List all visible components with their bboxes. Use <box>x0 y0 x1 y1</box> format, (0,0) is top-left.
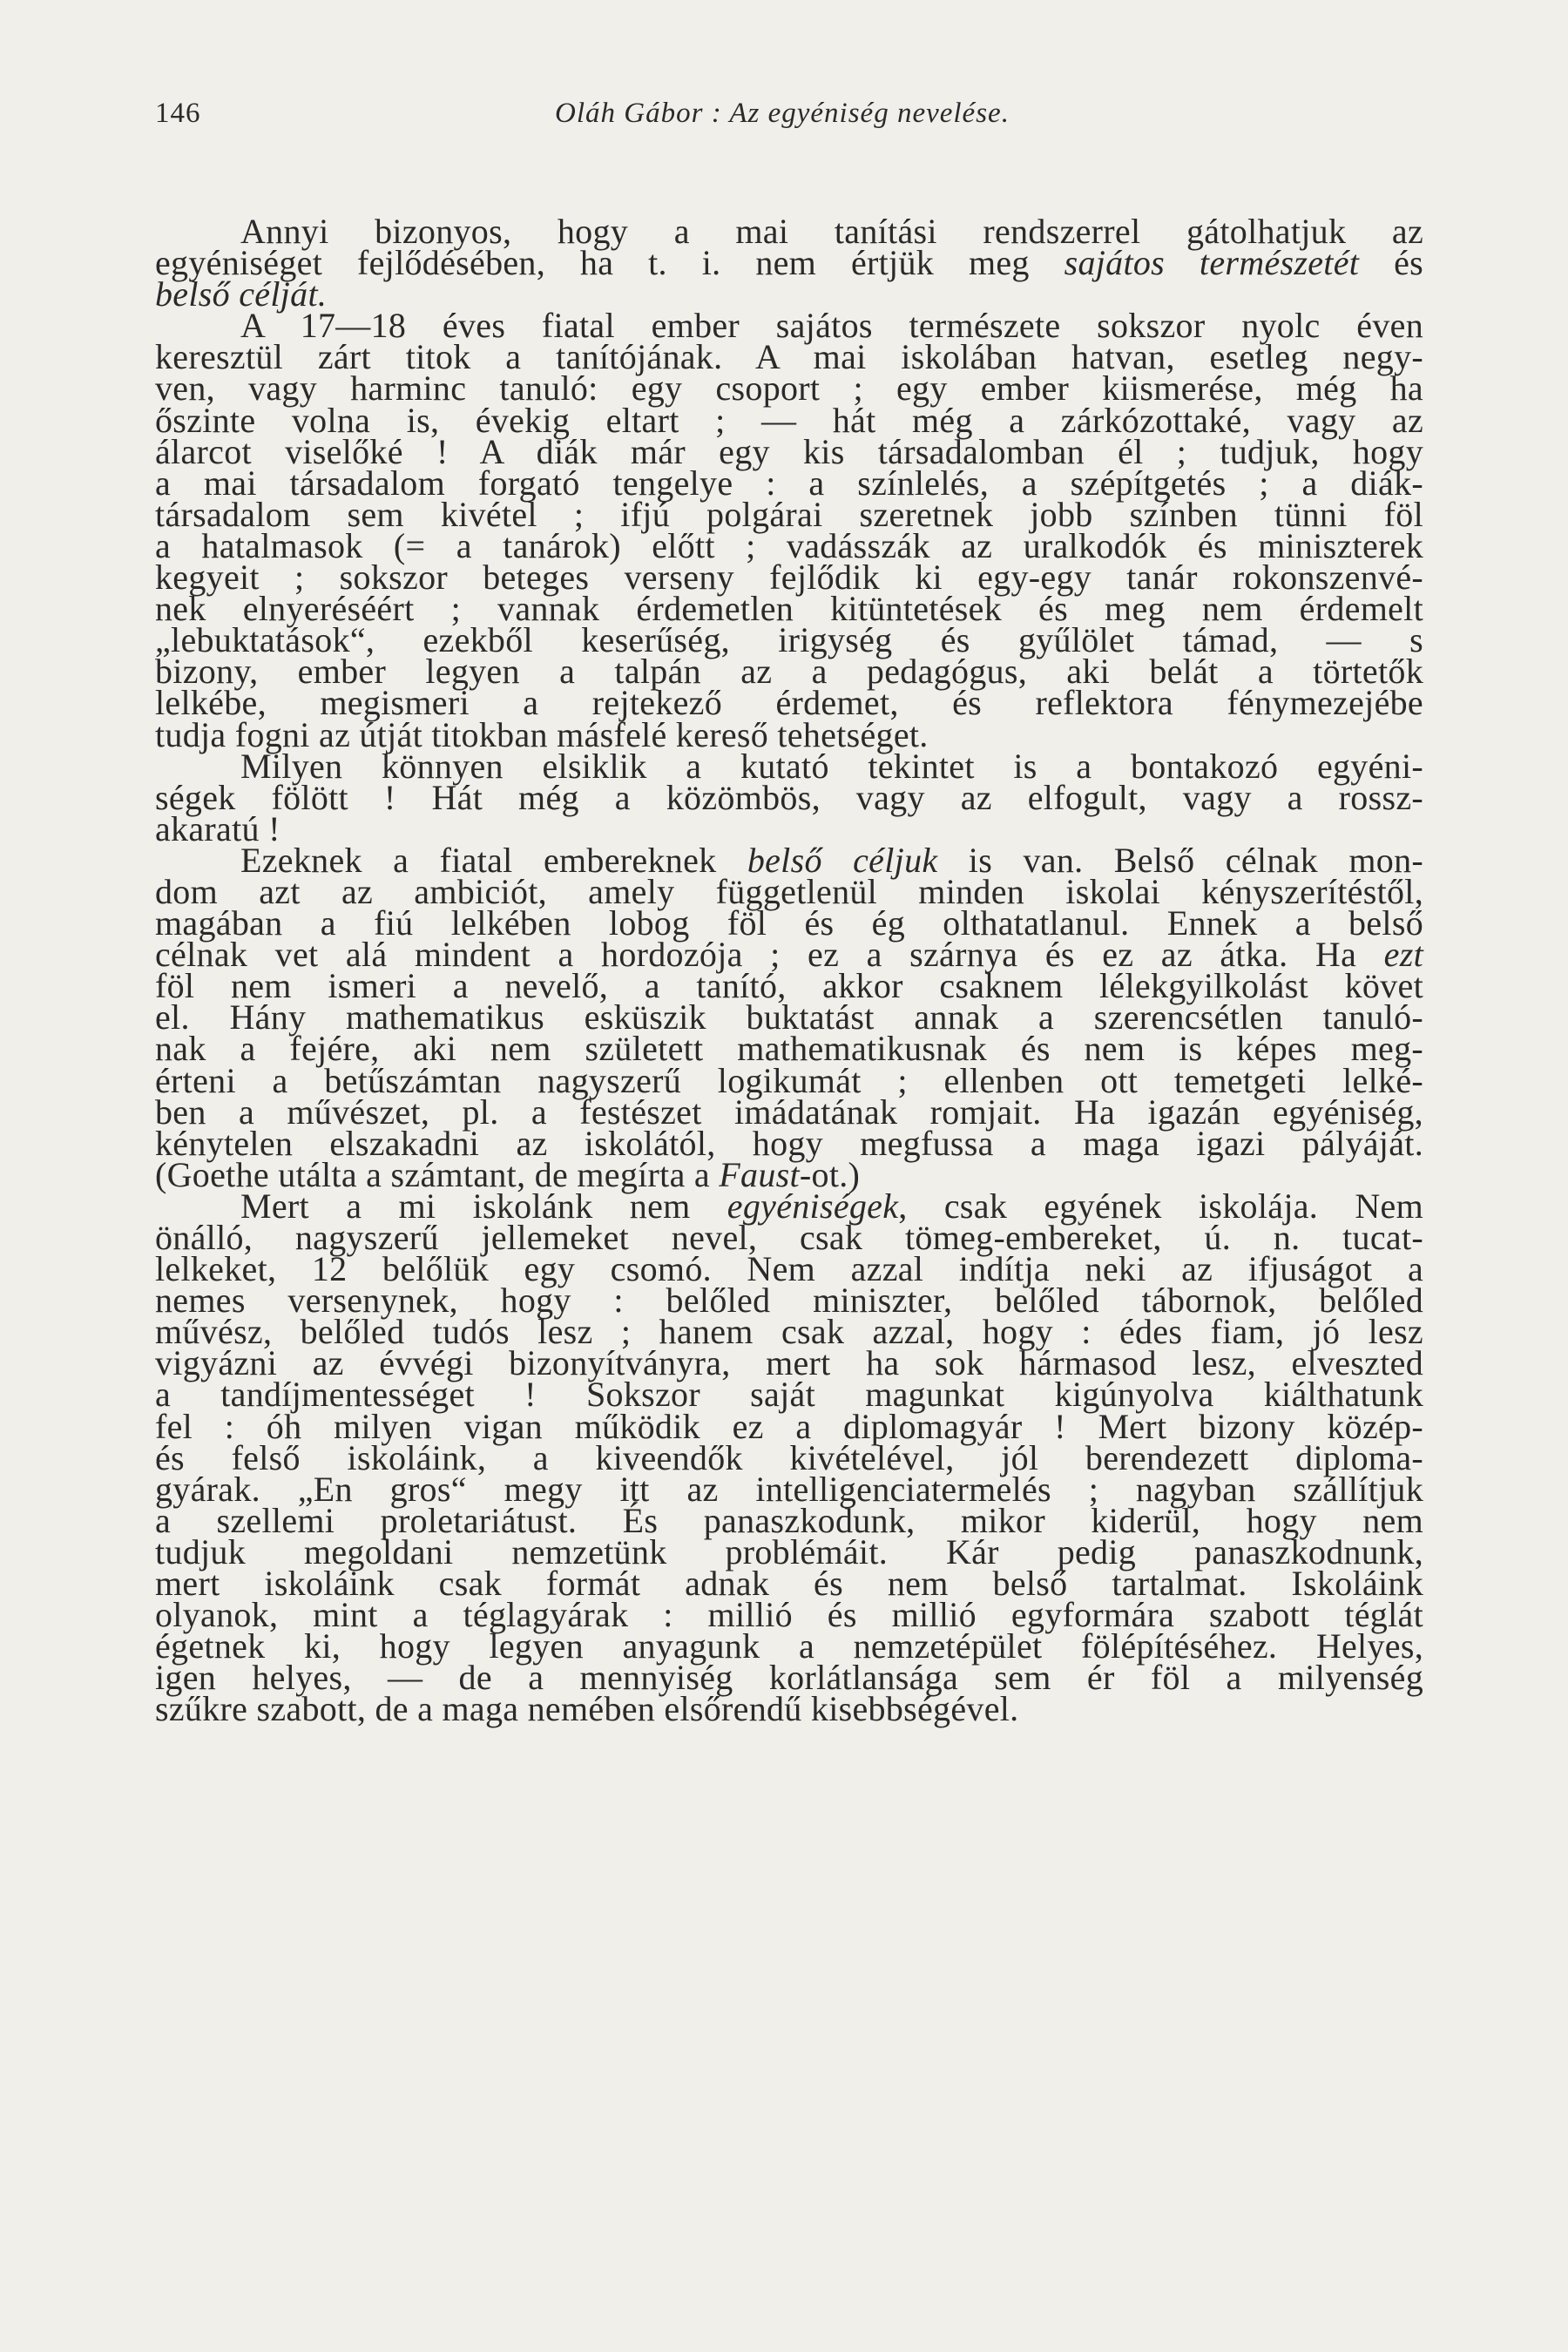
text-segment: lelkébe, megismeri a rejtekező érdemet, és reflektora fénymezejébe <box>155 683 1423 723</box>
text-segment: égetnek ki, hogy legyen anyagunk a nemzetépület fölépítéséhez. Helyes, <box>155 1626 1423 1666</box>
text-segment: egyéniséget fejlődésében, ha t. i. nem értjük meg <box>155 243 1064 283</box>
text-segment: fel : óh milyen vigan működik ez a diplomagyár ! Mert bizony közép- <box>155 1406 1423 1446</box>
body-text <box>155 212 1423 1729</box>
running-title: Oláh Gábor : Az egyéniség nevelése. <box>555 98 1010 129</box>
text-segment: ben a művészet, pl. a festészet imádatának romjait. Ha igazán egyéniség, <box>155 1092 1423 1132</box>
italic-text: sajátos természetét <box>1064 243 1360 283</box>
italic-text: egyéniségek <box>727 1186 899 1226</box>
text-segment: „lebuktatások“, ezekből keserűség, irigység és gyűlölet támad, — s <box>155 620 1423 660</box>
italic-text: belső céljuk <box>747 840 938 880</box>
text-segment: művész, belőled tudós lesz ; hanem csak azzal, hogy : édes fiam, jó lesz <box>155 1312 1423 1352</box>
text-segment: igen helyes, — de a mennyiség korlátlansága sem ér föl a milyenség <box>155 1658 1423 1698</box>
text-line <box>155 777 1423 817</box>
text-segment: Mert a mi iskolánk nem <box>240 1186 727 1226</box>
text-segment: kénytelen elszakadni az iskolától, hogy megfussa a maga igazi pályáját. <box>155 1123 1423 1163</box>
text-segment: mert iskoláink csak formát adnak és nem belső tartalmat. Iskoláink <box>155 1564 1423 1604</box>
text-segment: célnak vet alá mindent a hordozója ; ez a szárnya és ez az átka. Ha <box>155 935 1384 975</box>
text-segment: a tandíjmentességet ! Sokszor saját magunkat kigúnyolva kiálthatunk <box>155 1375 1423 1415</box>
text-segment: Ezeknek a fiatal embereknek <box>240 840 747 880</box>
text-segment: keresztül zárt titok a tanítójának. A mai iskolában hatvan, esetleg negy- <box>155 337 1423 377</box>
text-segment: magában a fiú lelkében lobog föl és ég olthatatlanul. Ennek a belső <box>155 903 1423 943</box>
text-segment: el. Hány mathematikus esküszik buktatást annak a szerencsétlen tanuló- <box>155 997 1423 1037</box>
italic-text: belső célját. <box>155 274 328 314</box>
page-header <box>155 98 1409 150</box>
text-line <box>155 243 1423 283</box>
text-segment: ségek fölött ! Hát még a közömbös, vagy az elfogult, vagy a rossz- <box>155 777 1423 817</box>
text-segment: érteni a betűszámtan nagyszerű logikumát ; ellenben ott temetgeti lelké- <box>155 1060 1423 1100</box>
text-segment: Annyi bizonyos, hogy a mai tanítási rendszerrel gátolhatjuk az <box>240 212 1423 251</box>
text-segment: A 17—18 éves fiatal ember sajátos természete sokszor nyolc éven <box>240 306 1423 346</box>
text-segment: tudja fogni az útját titokban másfelé kereső tehetséget. <box>155 714 929 754</box>
text-segment: vigyázni az évvégi bizonyítványra, mert ha sok hármasod lesz, elveszted <box>155 1343 1423 1383</box>
text-segment: ven, vagy harminc tanuló: egy csoport ; egy ember kiismerése, még ha <box>155 368 1423 409</box>
text-segment: is van. Belső célnak mon- <box>937 840 1423 880</box>
text-segment: föl nem ismeri a nevelő, a tanító, akkor csaknem lélekgyilkolást követ <box>155 966 1423 1006</box>
text-segment: nak a fejére, aki nem született mathematikusnak és nem is képes meg- <box>155 1029 1423 1069</box>
text-segment: lelkeket, 12 belőlük egy csomó. Nem azzal indítja neki az ifjuságot a <box>155 1249 1423 1289</box>
italic-text: ezt <box>1383 935 1423 975</box>
text-segment: és felső iskoláink, a kiveendők kivételével, jól berendezett diploma- <box>155 1437 1423 1477</box>
text-segment: álarcot viselőké ! A diák már egy kis társadalomban él ; tudjuk, hogy <box>155 431 1423 471</box>
text-segment: , csak egyének iskolája. Nem <box>898 1186 1423 1226</box>
text-segment: nek elnyeréséért ; vannak érdemetlen kitüntetések és meg nem érdemelt <box>155 589 1423 629</box>
text-segment: Milyen könnyen elsiklik a kutató tekintet is a bontakozó egyéni- <box>240 746 1423 786</box>
italic-text: Faust <box>719 1154 800 1194</box>
text-segment: a hatalmasok (= a tanárok) előtt ; vadásszák az uralkodók és miniszterek <box>155 525 1423 565</box>
text-segment: szűkre szabott, de a maga nemében elsőrendű kisebbségével. <box>155 1689 1019 1729</box>
text-segment: nemes versenynek, hogy : belőled miniszter, belőled tábornok, belőled <box>155 1281 1423 1321</box>
text-segment: kegyeit ; sokszor beteges verseny fejlődik ki egy-egy tanár rokonszenvé- <box>155 558 1423 598</box>
text-line <box>155 1689 1423 1729</box>
text-segment: társadalom sem kivétel ; ifjú polgárai szeretnek jobb színben tünni föl <box>155 494 1423 534</box>
text-segment: önálló, nagyszerű jellemeket nevel, csak tömeg-embereket, ú. n. tucat- <box>155 1218 1423 1257</box>
text-segment: őszinte volna is, évekig eltart ; — hát még a zárkózottaké, vagy az <box>155 400 1423 440</box>
text-segment: akaratú ! <box>155 808 280 848</box>
text-segment: és <box>1359 243 1423 283</box>
text-segment: bizony, ember legyen a talpán az a pedagógus, aki belát a törtetők <box>155 652 1423 692</box>
text-segment: a szellemi proletariátust. És panaszkodunk, mikor kiderül, hogy nem <box>155 1500 1423 1540</box>
text-segment: a mai társadalom forgató tengelye : a színlelés, a szépítgetés ; a diák- <box>155 463 1423 503</box>
text-segment: (Goethe utálta a számtant, de megírta a <box>155 1154 720 1194</box>
page-number: 146 <box>155 98 201 129</box>
text-segment: -ot.) <box>799 1154 861 1194</box>
text-segment: olyanok, mint a téglagyárak : millió és millió egyformára szabott téglát <box>155 1595 1423 1635</box>
text-segment: dom azt az ambiciót, amely függetlenül minden iskolai kényszerítéstől, <box>155 871 1423 911</box>
text-segment: gyárak. „En gros“ megy itt az intelligenciatermelés ; nagyban szállítjuk <box>155 1469 1423 1509</box>
text-segment: tudjuk megoldani nemzetünk problémáit. Kár pedig panaszkodnunk, <box>155 1531 1423 1571</box>
